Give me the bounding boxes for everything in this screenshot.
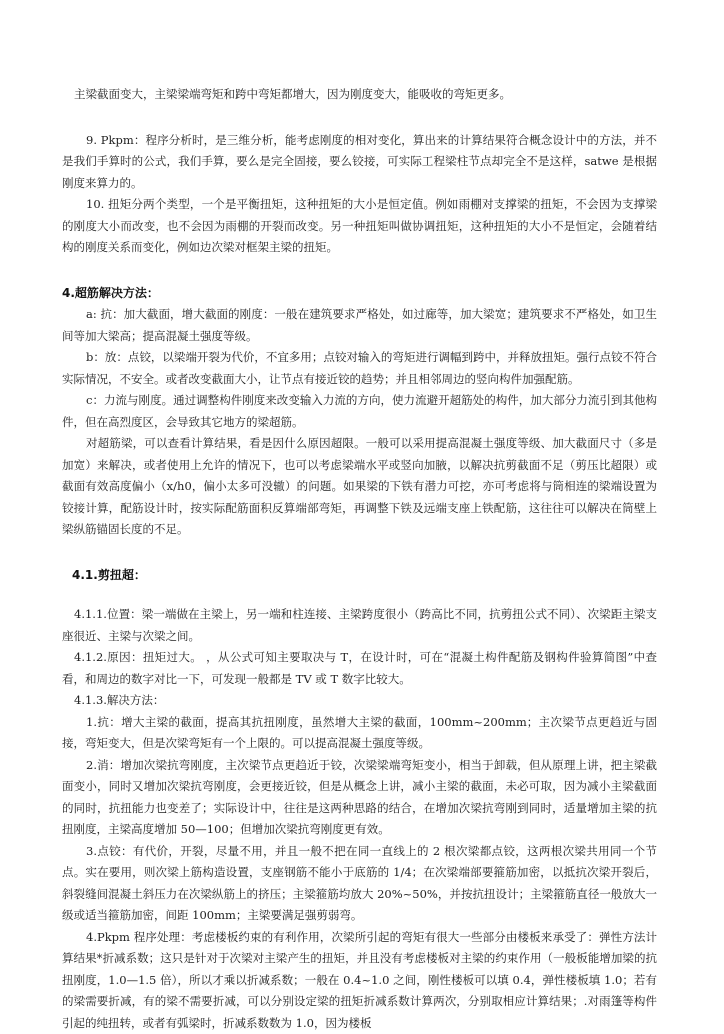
paragraph-4-1-2-cause: 4.1.2.原因：扭矩过大。 ，从公式可知主要取决与 T，在设计时，可在“混凝土构件配筋及钢构件验算简图”中查看，和周边的数字对比一下，可发现一般都是 TV 或 T 数字比较大。 — [62, 647, 657, 690]
paragraph-method-c: c：力流与刚度。通过调整构件刚度来改变输入力流的方向，使力流避开超筋处的构件，加大部分力流引到其他构件，但在高烈度区，会导致其它地方的梁超筋。 — [62, 390, 657, 433]
paragraph-beam-section-change: 主梁截面变大，主梁梁端弯矩和跨中弯矩都增大，因为刚度变大，能吸收的弯矩更多。 — [62, 84, 657, 106]
paragraph-item-10-torsion: 10. 扭矩分两个类型，一个是平衡扭矩，这种扭矩的大小是恒定值。例如雨棚对支撑梁的扭矩，不会因为支撑梁的刚度大小而改变，也不会因为雨棚的开裂而改变。另一种扭矩叫做协调扭矩，这种扭矩的大小不是恒定，会随着结构的刚度关系而变化，例如边次梁对框架主梁的扭矩。 — [62, 194, 657, 259]
paragraph-method-a: a: 抗：加大截面，增大截面的刚度：一般在建筑要求严格处，如过廊等，加大梁宽；建筑要求不严格处，如卫生间等加大梁高；提高混凝土强度等级。 — [62, 304, 657, 347]
paragraph-solution-3: 3.点铰：有代价，开裂，尽量不用，并且一般不把在同一直线上的 2 根次梁都点铰，这两根次梁共用同一个节点。实在要用，则次梁上筋构造设置，支座钢筋不能小于底筋的 1/4；在次梁端部要箍筋加密，以抵抗次梁开裂后，斜裂缝间混凝土斜压力在次梁纵筋上的挤压；主梁箍筋均放大 20%~50%，并按抗扭设计；主梁箍筋直径一般放大一级或适当箍筋加密，间距 100mm；主梁要满足强剪弱弯。 — [62, 841, 657, 927]
section-heading-shear-torsion: 4.1.剪扭超： — [62, 565, 657, 587]
paragraph-item-9-pkpm: 9. Pkpm：程序分析时，是三维分析，能考虑刚度的相对变化，算出来的计算结果符合概念设计中的方法，并不是我们手算时的公式，我们手算，要么是完全固接，要么铰接，可实际工程梁柱节点却完全不是这样，satwe 是根据刚度来算力的。 — [62, 130, 657, 195]
paragraph-4-1-3-solution: 4.1.3.解决方法： — [62, 690, 657, 712]
section-heading-over-reinforcement: 4.超筋解决方法： — [62, 283, 657, 305]
paragraph-method-b: b：放：点铰，以梁端开裂为代价，不宜多用；点铰对输入的弯矩进行调幅到跨中，并释放扭矩。强行点铰不符合实际情况，不安全。或者改变截面大小，让节点有接近铰的趋势；并且相邻周边的竖向构件加强配筋。 — [62, 347, 657, 390]
paragraph-4-1-1-location: 4.1.1.位置：梁一端做在主梁上，另一端和柱连接、主梁跨度很小（跨高比不同，抗剪扭公式不同）、次梁距主梁支座很近、主梁与次梁之间。 — [62, 604, 657, 647]
paragraph-solution-1: 1.抗：增大主梁的截面，提高其抗扭刚度，虽然增大主梁的截面，100mm~200mm；主次梁节点更趋近与固接，弯矩变大，但是次梁弯矩有一个上限的。可以提高混凝土强度等级。 — [62, 712, 657, 755]
paragraph-solution-2: 2.消：增加次梁抗弯刚度，主次梁节点更趋近于铰，次梁梁端弯矩变小，相当于卸载，但从原理上讲，把主梁截面变小，同时又增加次梁抗弯刚度，会更接近铰，但是从概念上讲，减小主梁的截面，未必可取，因为减小主梁截面的同时，抗扭能力也变差了；实际设计中，往往是这两种思路的结合，在增加次梁抗弯刚到同时，适量增加主梁的抗扭刚度，主梁高度增加 50—100；但增加次梁抗弯刚度更有效。 — [62, 755, 657, 841]
paragraph-solution-4-pkpm: 4.Pkpm 程序处理：考虑楼板约束的有利作用，次梁所引起的弯矩有很大一些部分由楼板来承受了：弹性方法计算结果*折减系数；这只是针对于次梁对主梁产生的扭矩，并且没有考虑楼板对主梁的约束作用（一般板能增加梁的抗扭刚度，1.0—1.5 倍），所以才乘以折减系数；一般在 0.4~1.0 之间，刚性楼板可以填 0.4，弹性楼板填 1.0；若有的梁需要折减，有的梁不需要折减，可以分别设定梁的扭矩折减系数计算两次，分别取相应计算结果；.对雨篷等构件引起的纯扭转，或者有弧梁时，折减系数数为 1.0，因为楼板 — [62, 927, 657, 1034]
paragraph-over-reinforced-beam: 对超筋梁，可以查看计算结果，看是因什么原因超限。一般可以采用提高混凝土强度等级、加大截面尺寸（多是加宽）来解决，或者使用上允许的情况下，也可以考虑梁端水平或竖向加腋，以解决抗剪截面不足（剪压比超限）或截面有效高度偏小（x/h0，偏小太多可没辙）的问题。如果梁的下铁有潜力可挖，亦可考虑将与筒相连的梁端设置为铰接计算，配筋设计时，按实际配筋面积反算端部弯矩，再调整下铁及远端支座上铁配筋，这往往可以解决在筒壁上梁纵筋锚固长度的不足。 — [62, 433, 657, 541]
